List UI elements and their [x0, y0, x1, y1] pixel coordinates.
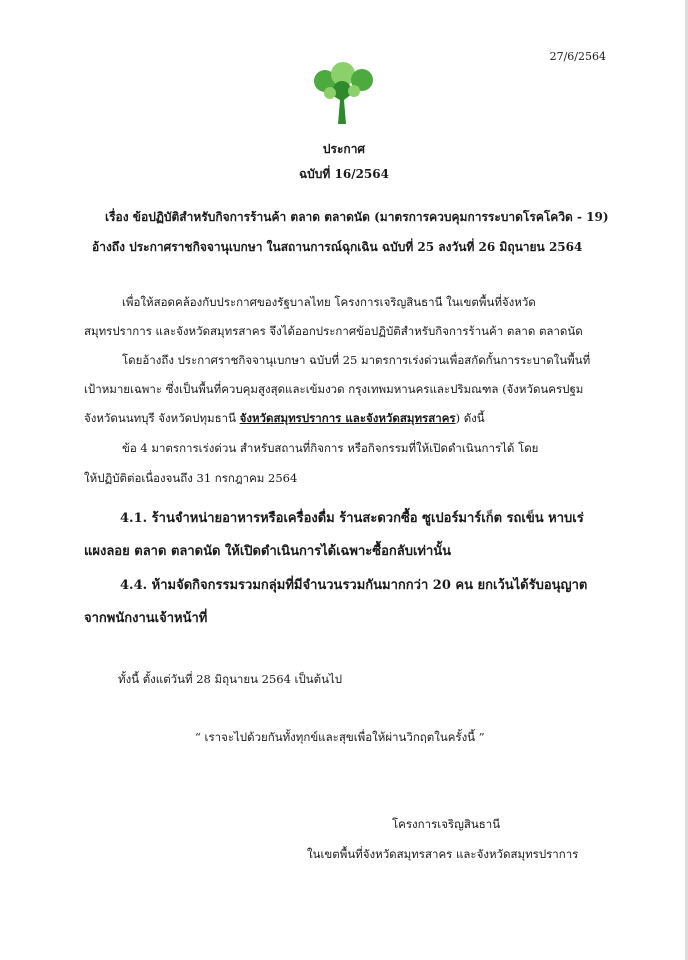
item-4-4-line-1: 4.4. ห้ามจัดกิจกรรมรวมกลุ่มที่มีจำนวนรวมกันมากกว่า 20 คน ยกเว้นได้รับอนุญาต — [120, 578, 588, 593]
paragraph-2-line-3-end: ) ดังนี้ — [455, 411, 485, 425]
paragraph-1-line-2: สมุทรปราการ และจังหวัดสมุทรสาคร จึงได้ออกประกาศข้อปฏิบัติสำหรับกิจการร้านค้า ตลาด ตลาดนัด — [84, 324, 583, 338]
announcement-title: ประกาศ — [322, 142, 366, 156]
paragraph-2-line-3 — [84, 410, 485, 428]
announcement-number: ฉบับที่ 16/2564 — [299, 167, 389, 181]
paragraph-2-line-2: เป้าหมายเฉพาะ ซึ่งเป็นพื้นที่ควบคุมสูงสุดและเข้มงวด กรุงเทพมหานครและปริมณฑล (จังหวัดนครปฐม — [84, 382, 584, 396]
paragraph-3-line-2: ให้ปฏิบัติต่อเนื่องจนถึง 31 กรกฎาคม 2564 — [84, 471, 298, 485]
paragraph-3-line-1: ข้อ 4 มาตรการเร่งด่วน สำหรับสถานที่กิจการ หรือกิจกรรมที่ให้เปิดดำเนินการได้ โดย — [122, 441, 539, 455]
effective-date-line: ทั้งนี้ ตั้งแต่วันที่ 28 มิถุนายน 2564 เป็นต้นไป — [118, 672, 343, 686]
underlined-provinces: จังหวัดสมุทรปราการ และจังหวัดสมุทรสาคร — [239, 411, 456, 425]
paragraph-2-line-3-start: จังหวัดนนทบุรี จังหวัดปทุมธานี — [84, 411, 240, 425]
reference-line: อ้างถึง ประกาศราชกิจจานุเบกษา ในสถานการณ์ฉุกเฉิน ฉบับที่ 25 ลงวันที่ 26 มิถุนายน 2564 — [92, 240, 583, 254]
closing-quote: “ เราจะไปด้วยกันทั้งทุกข์และสุขเพื่อให้ผ่านวิกฤตในครั้งนี้ ” — [195, 730, 485, 744]
item-4-1-line-2: แผงลอย ตลาด ตลาดนัด ให้เปิดดำเนินการได้เฉพาะซื้อกลับเท่านั้น — [84, 544, 452, 559]
item-4-4-line-2: จากพนักงานเจ้าหน้าที่ — [84, 611, 208, 626]
paragraph-1-line-1: เพื่อให้สอดคล้องกับประกาศของรัฐบาลไทย โครงการเจริญสินธานี ในเขตพื้นที่จังหวัด — [122, 295, 536, 309]
paragraph-2-line-1: โดยอ้างถึง ประกาศราชกิจจานุเบกษา ฉบับที่ 25 มาตรการเร่งด่วนเพื่อสกัดกั้นการระบาดในพื้นที่ — [122, 353, 591, 367]
signature-area: ในเขตพื้นที่จังหวัดสมุทรสาคร และจังหวัดสมุทรปราการ — [307, 847, 579, 861]
subject-line: เรื่อง ข้อปฏิบัติสำหรับกิจการร้านค้า ตลาด ตลาดนัด (มาตรการควบคุมการระบาดโรคโควิด - 19) — [105, 210, 609, 224]
tree-logo-icon — [307, 60, 377, 126]
item-4-1-line-1: 4.1. ร้านจำหน่ายอาหารหรือเครื่องดื่ม ร้านสะดวกซื้อ ซูเปอร์มาร์เก็ต รถเข็น หาบเร่ — [120, 511, 584, 526]
announcement-date: 27/6/2564 — [549, 50, 606, 63]
signature-organization: โครงการเจริญสินธานี — [392, 817, 501, 831]
